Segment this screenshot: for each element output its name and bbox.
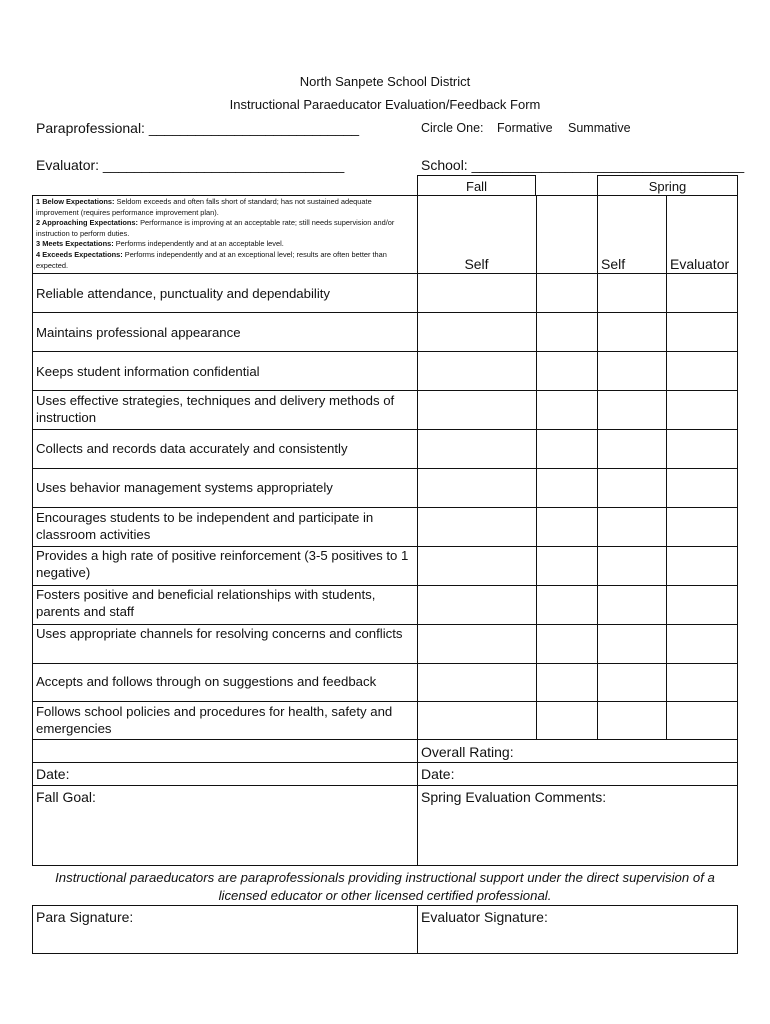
fall-header: Fall xyxy=(466,179,487,194)
row-label: Uses effective strategies, techniques and delivery methods of instruction xyxy=(36,393,395,425)
legend-item: 2 Approaching Expectations: Performance is improving at an acceptable rate; still needs supervision and/or instruction to perform duties. xyxy=(36,218,395,238)
school-field[interactable]: School: ___________________________________ xyxy=(421,157,745,173)
fall-self-header: Self xyxy=(464,256,489,272)
row-label: Keeps student information confidential xyxy=(36,364,260,379)
legend-item: 4 Exceeds Expectations: Performs independently and at an exceptional level; results are often better than expected. xyxy=(36,249,387,270)
row-label: Reliable attendance, punctuality and dependability xyxy=(36,286,331,301)
overall-rating-label[interactable]: Overall Rating: xyxy=(421,744,514,760)
row-label: Fosters positive and beneficial relationships with students, parents and staff xyxy=(36,587,376,619)
para-signature-label[interactable]: Para Signature: xyxy=(36,909,134,925)
row-label: Maintains professional appearance xyxy=(36,325,241,340)
evaluator-signature-label[interactable]: Evaluator Signature: xyxy=(421,909,548,925)
rating-legend xyxy=(36,197,414,271)
row-label: Uses behavior management systems appropriately xyxy=(36,480,333,495)
row-label: Provides a high rate of positive reinforcement (3-5 positives to 1 negative) xyxy=(36,548,409,580)
circle-one-label: Circle One: xyxy=(421,121,484,135)
paraprofessional-field[interactable]: Paraprofessional: ___________________________ xyxy=(36,120,360,136)
row-label: Encourages students to be independent and participate in classroom activities xyxy=(36,510,374,542)
spring-header: Spring xyxy=(648,179,687,194)
row-label: Collects and records data accurately and consistently xyxy=(36,441,348,456)
evaluator-field[interactable]: Evaluator: _______________________________ xyxy=(36,157,345,173)
formative-option[interactable]: Formative xyxy=(497,121,553,135)
row-label: Accepts and follows through on suggestions and feedback xyxy=(36,674,377,689)
fall-goal-label[interactable]: Fall Goal: xyxy=(36,789,96,805)
form-title: Instructional Paraeducator Evaluation/Feedback Form xyxy=(229,97,541,112)
spring-self-header: Self xyxy=(601,256,626,272)
supervision-note: Instructional paraeducators are paraprofessionals providing instructional support under the direct supervision of a licensed educator or other licensed certified professional. xyxy=(55,870,715,903)
district-title: North Sanpete School District xyxy=(299,74,471,89)
row-label: Uses appropriate channels for resolving concerns and conflicts xyxy=(36,626,403,641)
date-left-label[interactable]: Date: xyxy=(36,766,70,782)
date-right-label[interactable]: Date: xyxy=(421,766,455,782)
row-label: Follows school policies and procedures for health, safety and emergencies xyxy=(36,704,393,736)
legend-item: 1 Below Expectations: Seldom exceeds and often falls short of standard; has not sustained adequate improvement (requires performance improvement plan). xyxy=(36,197,372,217)
legend-item: 3 Meets Expectations: Performs independently and at an acceptable level. xyxy=(36,239,284,249)
spring-comments-label[interactable]: Spring Evaluation Comments: xyxy=(421,789,607,805)
summative-option[interactable]: Summative xyxy=(568,121,631,135)
spring-evaluator-header: Evaluator xyxy=(670,256,730,272)
